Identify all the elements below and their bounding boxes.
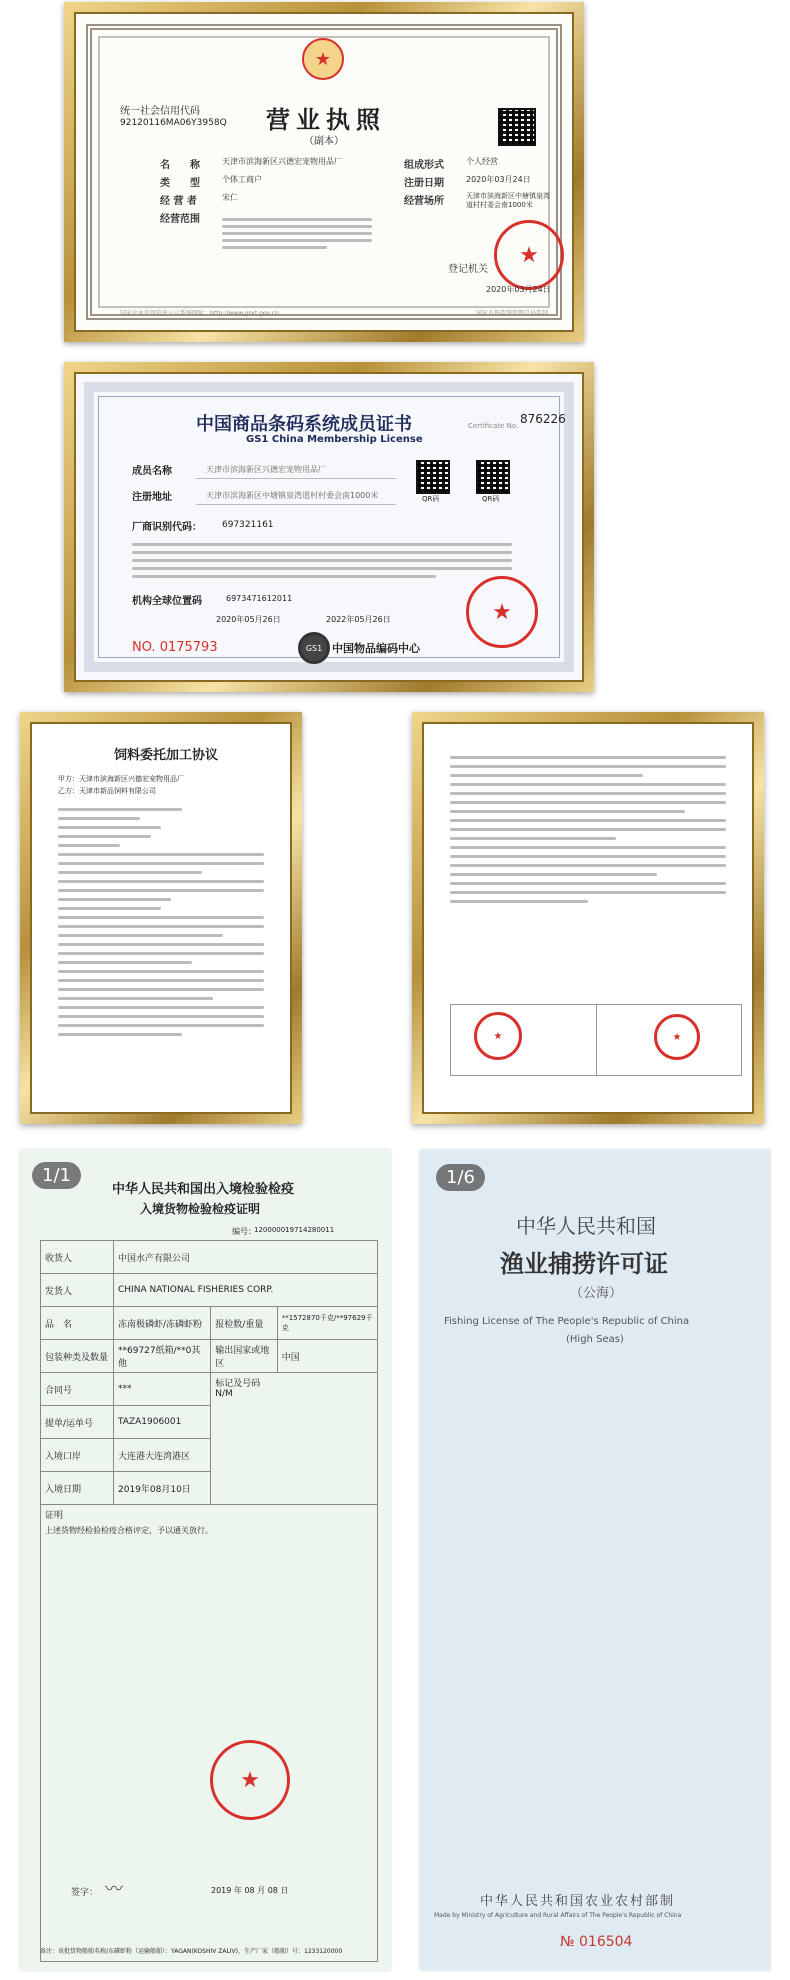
form-value: 个人经营	[466, 157, 498, 166]
footer-left: 国家企业信用信息公示系统网址：http://www.gsxt.gov.cn	[120, 310, 279, 317]
row-label: 包装种类及数量	[41, 1340, 114, 1373]
reg-date-label: 注册日期	[404, 178, 444, 189]
inspection-seal: ★	[210, 1740, 290, 1820]
gs1-seal: ★	[466, 576, 538, 648]
row-label: 收货人	[41, 1241, 114, 1274]
gs1-logo-icon: GS1	[298, 632, 330, 664]
page-badge: 1/1	[32, 1162, 81, 1189]
agreement-page2-frame	[412, 712, 764, 1124]
gln-value: 6973471612011	[226, 594, 293, 603]
party-a: 甲方：天津市滨海新区兴德宏宠物用品厂	[58, 775, 184, 783]
license-subtitle: （副本）	[304, 136, 344, 147]
origin-label: 输出国家或地区	[211, 1340, 277, 1373]
agreement-page-2	[422, 722, 754, 1114]
type-label: 类 型	[160, 178, 200, 189]
license-title: 营业执照	[266, 106, 386, 134]
credit-code: 92120116MA06Y3958Q	[120, 118, 227, 128]
cert-text: 上述货物经检验检疫合格评定，予以通关放行。	[45, 1526, 213, 1535]
scope-text	[222, 214, 372, 253]
national-emblem-icon: ★	[302, 38, 344, 80]
cert-no: 876226	[520, 412, 566, 426]
serial-number: NO. 0175793	[132, 640, 218, 655]
mark-value: N/M	[215, 1389, 233, 1399]
operator-label: 经 营 者	[160, 196, 197, 207]
page-badge: 1/6	[436, 1164, 485, 1191]
qr-label-2: QR码	[482, 495, 500, 503]
signature-label: 签字：	[71, 1888, 99, 1898]
member-value: 天津市滨海新区兴德宏宠物用品厂	[206, 465, 326, 474]
valid-from: 2020年05月26日	[216, 615, 281, 624]
permit-en-1: Fishing License of The People's Republic of China	[444, 1316, 690, 1327]
permit-en-2: (High Seas)	[566, 1334, 624, 1345]
agreement-body-1	[58, 802, 264, 1042]
row-value: CHINA NATIONAL FISHERIES CORP.	[114, 1274, 378, 1307]
agreement-seal-1: ★	[474, 1012, 522, 1060]
row-label: 发货人	[41, 1274, 114, 1307]
reg-date-value: 2020年03月24日	[466, 175, 531, 184]
row-value: TAZA1906001	[114, 1406, 211, 1439]
row-value: 中国水产有限公司	[114, 1241, 378, 1274]
gln-label: 机构全球位置码	[132, 596, 202, 607]
type-value: 个体工商户	[222, 175, 262, 184]
weight-value: **1572870千克/**97629千克	[277, 1307, 377, 1340]
scope-label: 经营范围	[160, 214, 200, 225]
operator-value: 宋仁	[222, 193, 238, 202]
row-value: 2019年08月10日	[114, 1472, 211, 1505]
inspection-subtitle: 入境货物检验检疫证明	[140, 1202, 261, 1216]
prefix-value: 697321161	[222, 520, 274, 530]
row-value: ***	[114, 1373, 211, 1406]
cert-label: 证明	[45, 1511, 64, 1521]
permit-title-3: （公海）	[570, 1286, 623, 1301]
place-value: 天津市滨海新区中塘镇泉湾道村村委会南1000米	[466, 192, 550, 209]
agreement-body-2	[450, 750, 726, 909]
row-label: 品 名	[41, 1307, 114, 1340]
gs1-certificate	[74, 372, 584, 682]
row-value: 冻南极磷虾/冻磷虾粉	[114, 1307, 211, 1340]
business-license-frame	[64, 2, 584, 342]
row-label: 合同号	[41, 1373, 114, 1406]
gs1-certificate-frame	[64, 362, 594, 692]
row-value: 大连港大连湾港区	[114, 1439, 211, 1472]
permit-title-1: 中华人民共和国	[516, 1214, 656, 1238]
inspection-certificate	[20, 1150, 390, 1970]
gs1-body-text	[132, 538, 512, 583]
form-label: 组成形式	[404, 160, 444, 171]
origin-value: 中国	[277, 1340, 377, 1373]
row-value: **69727纸箱/**0其他	[114, 1340, 211, 1373]
agreement-title: 饲料委托加工协议	[114, 748, 219, 763]
agreement-page1-frame	[20, 712, 302, 1124]
row-label: 入境口岸	[41, 1439, 114, 1472]
name-value: 天津市滨海新区兴德宏宠物用品厂	[222, 157, 342, 166]
authority-label: 登记机关	[448, 264, 488, 275]
qr-code-icon	[476, 460, 510, 494]
number-label: 编号：	[232, 1227, 256, 1236]
permit-issuer: 中华人民共和国农业农村部制	[480, 1894, 676, 1909]
inspection-note: 备注：该批货物船舶名称/东磷虾粉（运输船舶）：YAGAN(KOSHIV ZALIV)，生产厂家（船舶）号：1233120000	[40, 1948, 343, 1955]
cert-no-label: Certificate No.	[468, 422, 519, 430]
official-seal: ★	[494, 220, 564, 290]
fishing-permit	[420, 1150, 770, 1970]
place-label: 经营场所	[404, 196, 444, 207]
number-value: 120000019714280011	[254, 1226, 335, 1234]
signature: 〰	[105, 1879, 123, 1900]
prefix-label: 厂商识别代码：	[132, 522, 202, 533]
member-label: 成员名称	[132, 466, 172, 477]
gs1-subtitle: GS1 China Membership License	[246, 434, 423, 445]
permit-title-2: 渔业捕捞许可证	[500, 1249, 668, 1278]
inspection-table	[40, 1240, 378, 1962]
qr-code-icon	[498, 108, 536, 146]
credit-code-label: 统一社会信用代码	[120, 106, 200, 117]
business-license	[74, 12, 574, 332]
name-label: 名 称	[160, 160, 200, 171]
address-value: 天津市滨海新区中塘镇泉湾道村村委会南1000米	[206, 491, 379, 500]
address-label: 注册地址	[132, 492, 172, 503]
weight-label: 报检数/重量	[211, 1307, 277, 1340]
party-b: 乙方：天津市新品饲料有限公司	[58, 787, 156, 795]
qr-code-icon	[416, 460, 450, 494]
center-name: 中国物品编码中心	[332, 642, 420, 655]
footer-right: 国家市场监督管理总局监制	[476, 310, 549, 317]
permit-serial: № 016504	[560, 1934, 633, 1950]
row-label: 提单/运单号	[41, 1406, 114, 1439]
qr-label-1: QR码	[422, 495, 440, 503]
row-label: 入境日期	[41, 1472, 114, 1505]
gs1-title: 中国商品条码系统成员证书	[196, 414, 412, 435]
permit-issuer-en: Made by Ministry of Agriculture and Rural Affairs of The People's Republic of China	[434, 1912, 682, 1919]
agreement-seal-2: ★	[654, 1014, 700, 1060]
valid-to: 2022年05月26日	[326, 615, 391, 624]
mark-label: 标记及号码	[215, 1379, 261, 1389]
cert-date: 2019 年 08 月 08 日	[211, 1886, 289, 1895]
inspection-title: 中华人民共和国出入境检验检疫	[112, 1182, 295, 1197]
license-date: 2020年03月24日	[486, 285, 551, 294]
agreement-page-1	[30, 722, 292, 1114]
